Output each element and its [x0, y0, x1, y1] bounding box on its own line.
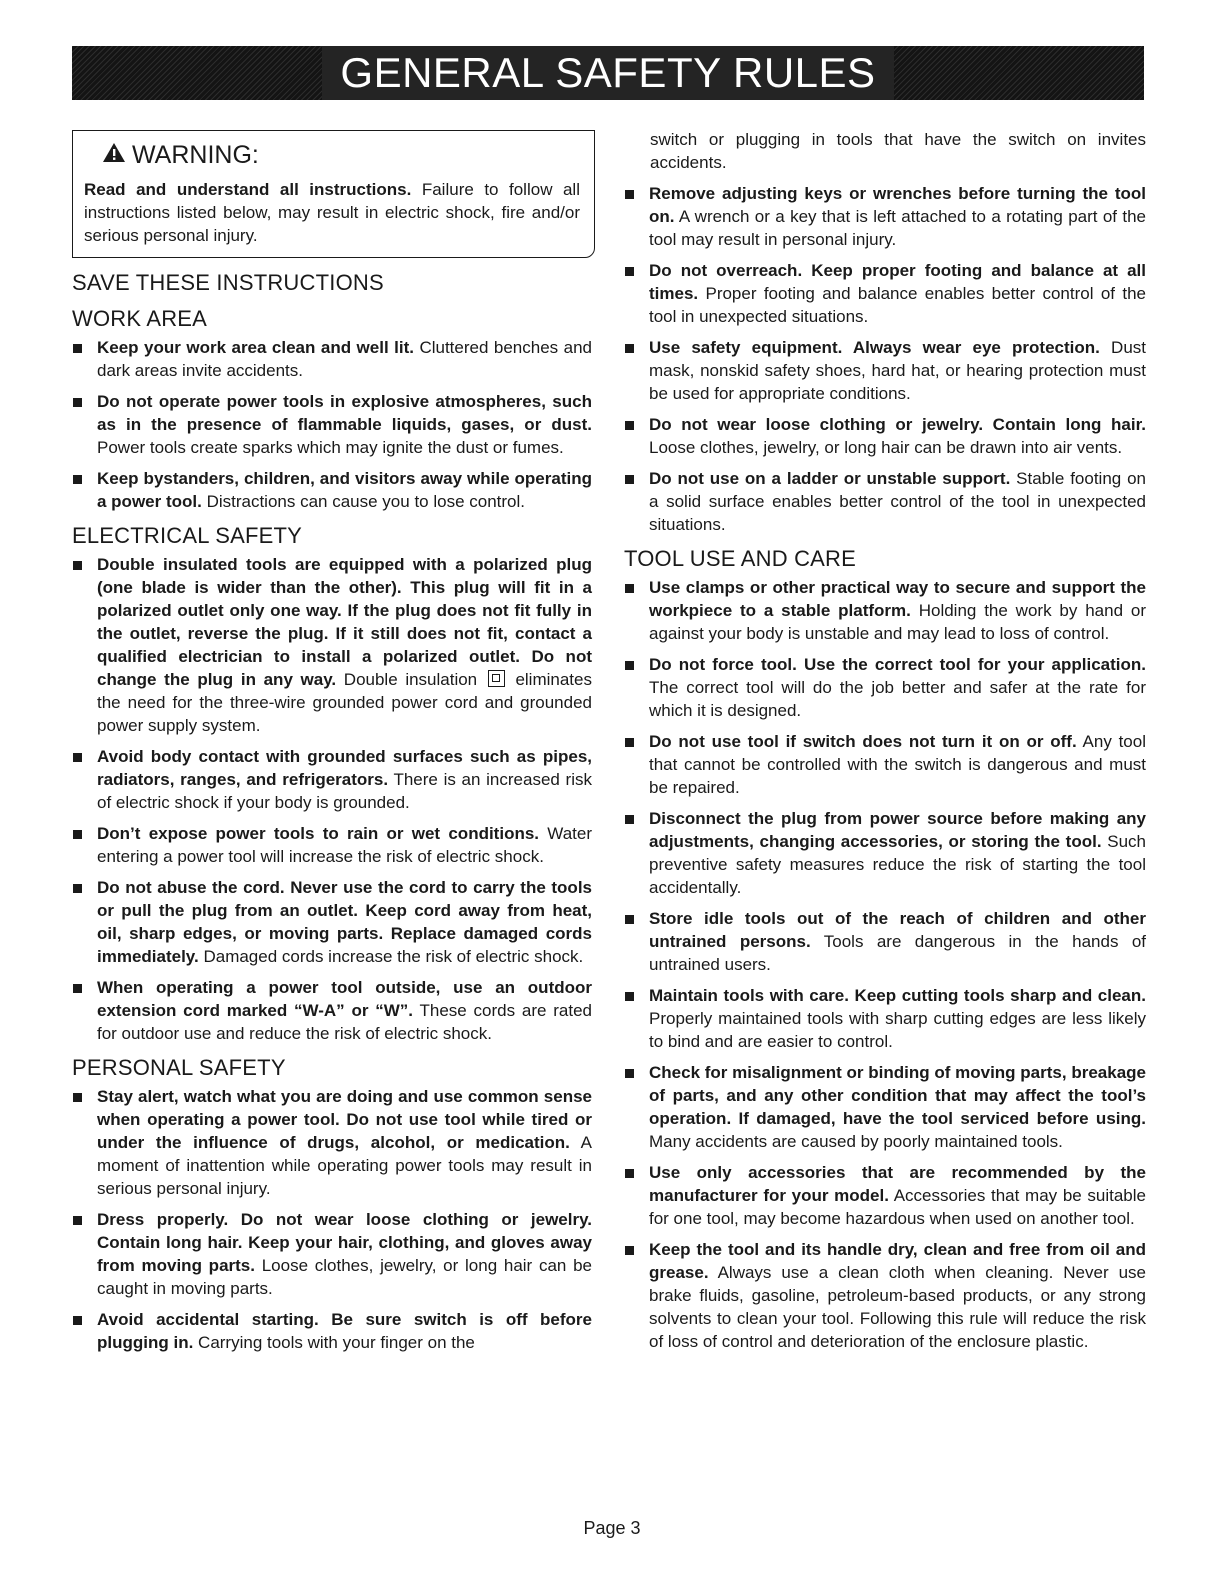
list-item: [624, 730, 1146, 799]
bullet-square-icon: [625, 584, 634, 593]
item-text: Dust mask, nonskid safety shoes, hard hat, or hearing protection must be used for appropriate conditions.: [649, 338, 1146, 403]
list-item: [72, 876, 592, 968]
list-item: [72, 553, 592, 737]
page-number: Page 3: [583, 1518, 641, 1538]
bullet-square-icon: [73, 884, 82, 893]
item-text: Water entering a power tool will increase the risk of electric shock.: [97, 824, 592, 866]
item-text: The correct tool will do the job better and safer at the rate for which it is designed.: [649, 678, 1146, 720]
item-bold: Use clamps or other practical way to secure and support the workpiece to a stable platform.: [649, 578, 1146, 620]
list-item: [72, 1208, 592, 1300]
item-text: Loose clothes, jewelry, or long hair can be drawn into air vents.: [649, 438, 1123, 457]
list-item: [72, 976, 592, 1045]
list-item: [624, 984, 1146, 1053]
list-item: [624, 1061, 1146, 1153]
item-text: Holding the work by hand or against your body is unstable and may lead to loss of control.: [649, 601, 1146, 643]
item-bold: Do not force tool. Use the correct tool for your application.: [649, 655, 1146, 674]
list-item: [624, 1238, 1146, 1353]
electrical-safety-heading: ELECTRICAL SAFETY: [72, 523, 302, 548]
title-banner: [72, 46, 1144, 100]
item-bold: Use only accessories that are recommended by the manufacturer for your model.: [649, 1163, 1146, 1205]
bullet-square-icon: [625, 992, 634, 1001]
bullet-square-icon: [73, 1216, 82, 1225]
item-text: Stable footing on a solid surface enables better control of the tool in unexpected situations.: [649, 469, 1146, 534]
list-item: [624, 467, 1146, 536]
item-text: A moment of inattention while operating power tools may result in serious personal injury.: [97, 1133, 592, 1198]
item-bold: Keep bystanders, children, and visitors away while operating a power tool.: [97, 469, 592, 511]
item-bold: Check for misalignment or binding of moving parts, breakage of parts, and any other condition that may affect the tool’s operation. If damaged, have the tool serviced before using.: [649, 1063, 1146, 1128]
bullet-square-icon: [73, 1316, 82, 1325]
item-text: Cluttered benches and dark areas invite accidents.: [97, 338, 592, 380]
list-item: [624, 336, 1146, 405]
item-text: eliminates the need for the three-wire grounded power cord and grounded power supply system.: [97, 670, 592, 735]
item-text: Loose clothes, jewelry, or long hair can be caught in moving parts.: [97, 1256, 592, 1298]
list-item: [72, 1308, 592, 1354]
item-bold: Avoid accidental starting. Be sure switch is off before plugging in.: [97, 1310, 592, 1352]
item-bold: Do not wear loose clothing or jewelry. Contain long hair.: [649, 415, 1146, 434]
bullet-square-icon: [625, 344, 634, 353]
item-text: Accessories that may be suitable for one tool, may become hazardous when used on another tool.: [649, 1186, 1146, 1228]
item-bold: Do not abuse the cord. Never use the cord to carry the tools or pull the plug from an outlet. Keep cord away from heat, oil, sharp edges, or moving parts. Replace damaged cords immediately.: [97, 878, 592, 966]
list-item: [72, 822, 592, 868]
item-text: Double insulation: [336, 670, 485, 689]
bullet-square-icon: [625, 738, 634, 747]
item-text: Tools are dangerous in the hands of untrained users.: [649, 932, 1146, 974]
bullet-square-icon: [73, 344, 82, 353]
save-instructions-heading: SAVE THESE INSTRUCTIONS: [72, 270, 384, 295]
bullet-square-icon: [625, 915, 634, 924]
item-bold: Keep the tool and its handle dry, clean and free from oil and grease.: [649, 1240, 1146, 1282]
bullet-square-icon: [625, 661, 634, 670]
list-item: [624, 413, 1146, 459]
item-bold: Do not operate power tools in explosive atmospheres, such as in the presence of flammable liquids, gases, or dust.: [97, 392, 592, 434]
list-item: [624, 807, 1146, 899]
item-text: These cords are rated for outdoor use and reduce the risk of electric shock.: [97, 1001, 592, 1043]
left-column: [72, 126, 592, 1362]
item-text: Carrying tools with your finger on the: [193, 1333, 475, 1352]
bullet-square-icon: [73, 984, 82, 993]
tool-use-heading: TOOL USE AND CARE: [624, 546, 857, 571]
warning-bold: Read and understand all instructions.: [84, 180, 412, 199]
item-bold: Do not overreach. Keep proper footing and balance at all times.: [649, 261, 1146, 303]
page-title: GENERAL SAFETY RULES: [340, 49, 876, 96]
item-bold: Double insulated tools are equipped with a polarized plug (one blade is wider than the other). This plug will fit in a polarized outlet only one way. If the plug does not fit fully in the outlet, reverse the plug. If it still does not fit, contact a qualified electrician to install a polarized outlet. Do not change the plug in any way.: [97, 555, 592, 689]
item-bold: Use safety equipment. Always wear eye protection.: [649, 338, 1100, 357]
item-bold: Avoid body contact with grounded surfaces such as pipes, radiators, ranges, and refrigerators.: [97, 747, 592, 789]
item-bold: Do not use on a ladder or unstable support.: [649, 469, 1011, 488]
bullet-square-icon: [73, 398, 82, 407]
warning-box: [72, 130, 595, 258]
list-item: [72, 390, 592, 459]
item-text: Power tools create sparks which may ignite the dust or fumes.: [97, 438, 564, 457]
item-text: A wrench or a key that is left attached to a rotating part of the tool may result in personal injury.: [649, 207, 1146, 249]
list-item: [72, 1085, 592, 1200]
work-area-heading: WORK AREA: [72, 306, 208, 331]
item-bold: Maintain tools with care. Keep cutting tools sharp and clean.: [649, 986, 1146, 1005]
item-bold: Don’t expose power tools to rain or wet conditions.: [97, 824, 540, 843]
item-bold: Stay alert, watch what you are doing and use common sense when operating a power tool. Do not use tool while tired or under the influence of drugs, alcohol, or medication.: [97, 1087, 592, 1152]
title-backdrop: [322, 46, 893, 100]
item-text: Many accidents are caused by poorly maintained tools.: [649, 1132, 1063, 1151]
warning-text: [84, 178, 580, 247]
bullet-square-icon: [625, 1246, 634, 1255]
list-item: [624, 653, 1146, 722]
right-column: [624, 128, 1146, 1361]
bullet-square-icon: [73, 830, 82, 839]
list-item: [624, 182, 1146, 251]
bullet-square-icon: [73, 753, 82, 762]
bullet-square-icon: [625, 190, 634, 199]
item-text: Damaged cords increase the risk of electric shock.: [198, 947, 584, 966]
warning-label: WARNING:: [132, 141, 259, 169]
bullet-square-icon: [625, 1169, 634, 1178]
list-item: [624, 1161, 1146, 1230]
item-bold: Remove adjusting keys or wrenches before turning the tool on.: [649, 184, 1146, 226]
warning-body: Failure to follow all instructions listed below, may result in electric shock, fire and/or serious personal injury.: [84, 180, 580, 245]
list-item: [72, 467, 592, 513]
continued-text: switch or plugging in tools that have the switch on invites accidents.: [650, 130, 1146, 172]
item-text: Always use a clean cloth when cleaning. Never use brake fluids, gasoline, petroleum-based products, or any strong solvents to clean your tool. Following this rule will reduce the risk of loss of control and deterioration of the enclosure plastic.: [649, 1263, 1146, 1351]
bullet-square-icon: [73, 475, 82, 484]
list-item: [624, 259, 1146, 328]
personal-safety-heading: PERSONAL SAFETY: [72, 1055, 286, 1080]
warning-triangle-icon: [102, 141, 126, 170]
list-item: [624, 576, 1146, 645]
bullet-square-icon: [73, 561, 82, 570]
item-text: Such preventive safety measures reduce the risk of starting the tool accidentally.: [649, 832, 1146, 897]
bullet-square-icon: [625, 267, 634, 276]
item-text: Any tool that cannot be controlled with the switch is dangerous and must be repaired.: [649, 732, 1146, 797]
item-text: There is an increased risk of electric shock if your body is grounded.: [97, 770, 592, 812]
item-text: Distractions can cause you to lose control.: [201, 492, 526, 511]
item-text: Properly maintained tools with sharp cutting edges are less likely to bind and are easier to control.: [649, 1009, 1146, 1051]
bullet-square-icon: [625, 815, 634, 824]
warning-header: [84, 141, 580, 170]
bullet-square-icon: [625, 1069, 634, 1078]
bullet-square-icon: [625, 421, 634, 430]
list-item: [72, 336, 592, 382]
item-text: Proper footing and balance enables better control of the tool in unexpected situations.: [649, 284, 1146, 326]
item-bold: Keep your work area clean and well lit.: [97, 338, 414, 357]
bullet-square-icon: [625, 475, 634, 484]
bullet-square-icon: [73, 1093, 82, 1102]
item-bold: Store idle tools out of the reach of children and other untrained persons.: [649, 909, 1146, 951]
list-item: [72, 745, 592, 814]
list-item: [624, 907, 1146, 976]
double-insulation-icon: [488, 670, 505, 687]
item-bold: When operating a power tool outside, use an outdoor extension cord marked “W-A” or “W”.: [97, 978, 592, 1020]
item-bold: Disconnect the plug from power source before making any adjustments, changing accessories, or storing the tool.: [649, 809, 1146, 851]
item-bold: Dress properly. Do not wear loose clothing or jewelry. Contain long hair. Keep your hair, clothing, and gloves away from moving parts.: [97, 1210, 592, 1275]
item-bold: Do not use tool if switch does not turn it on or off.: [649, 732, 1077, 751]
